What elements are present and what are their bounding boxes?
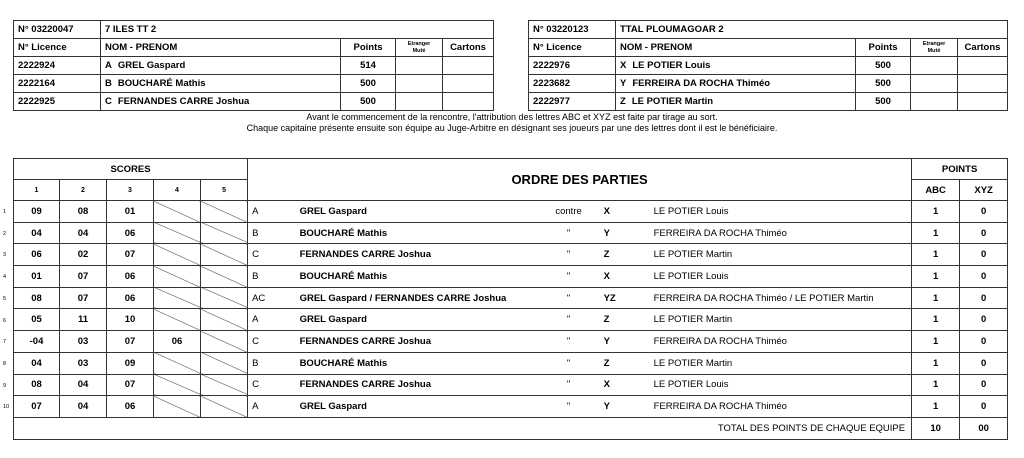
set-5-score <box>201 374 248 396</box>
team-b-etranger-header <box>911 39 958 57</box>
team-b-licence-header: N° Licence <box>529 39 616 57</box>
set-2-score: 08 <box>60 201 107 223</box>
notice-line-2: Chaque capitaine présente ensuite son équipe au Juge-Arbitre en désignant ses joueurs par une des lettres dont il est le bénéficiaire. <box>246 123 778 133</box>
player-letter: C <box>105 96 112 107</box>
set-2-score: 07 <box>60 266 107 288</box>
xyz-points: 0 <box>960 287 1008 309</box>
set-1-score: 08 <box>14 287 60 309</box>
versus-label: " <box>538 352 600 374</box>
xyz-header: XYZ <box>960 180 1008 201</box>
abc-points: 1 <box>912 201 960 223</box>
match-number: 8 <box>3 360 7 367</box>
player-licence: 2223682 <box>529 75 616 93</box>
player-points: 500 <box>856 57 911 75</box>
notice-line-1: Avant le commencement de la rencontre, l'attribution des lettres ABC et XYZ est faite par tirage au sort. <box>306 112 718 122</box>
abc-header: ABC <box>912 180 960 201</box>
team-b-player: LE POTIER Louis <box>650 374 912 396</box>
team-b-etranger-label: Etranger <box>922 40 946 47</box>
team-b-points-header: Points <box>856 39 911 57</box>
set-5-score <box>201 287 248 309</box>
team-a-licence-header: N° Licence <box>14 39 101 57</box>
versus-label: " <box>538 287 600 309</box>
versus-label: " <box>538 244 600 266</box>
player-name-cell <box>101 57 341 75</box>
player-letter: X <box>620 60 627 71</box>
xyz-points: 0 <box>960 352 1008 374</box>
xyz-points: 0 <box>960 374 1008 396</box>
team-b-name-header: NOM - PRENOM <box>616 39 856 57</box>
player-cartons <box>958 93 1008 111</box>
player-name: GREL Gaspard <box>117 60 186 71</box>
player-name: LE POTIER Martin <box>631 96 714 107</box>
team-b-player: FERREIRA DA ROCHA Thiméo / LE POTIER Martin <box>650 287 912 309</box>
xyz-points: 0 <box>960 266 1008 288</box>
set-3-score: 06 <box>107 266 154 288</box>
versus-label: " <box>538 331 600 353</box>
abc-points: 1 <box>912 287 960 309</box>
set-4-score <box>154 201 201 223</box>
team-b-letter: X <box>600 266 650 288</box>
team-a-letter: AC <box>248 287 296 309</box>
player-etranger-mute <box>911 93 958 111</box>
set-2-score: 03 <box>60 352 107 374</box>
team-b-number: N° 03220123 <box>529 21 616 39</box>
match-number: 5 <box>3 295 7 302</box>
player-row <box>14 93 494 111</box>
total-abc: 10 <box>912 417 960 439</box>
set-1-score: 05 <box>14 309 60 331</box>
team-a-table <box>13 20 494 111</box>
team-a-player: BOUCHARÉ Mathis <box>296 266 538 288</box>
player-points: 500 <box>341 75 396 93</box>
match-row <box>14 244 1008 266</box>
set-1-score: 04 <box>14 222 60 244</box>
player-etranger-mute <box>396 75 443 93</box>
team-b-letter: Z <box>600 244 650 266</box>
team-a-letter: A <box>248 201 296 223</box>
xyz-points: 0 <box>960 244 1008 266</box>
set-5-score <box>201 309 248 331</box>
set-1-header: 1 <box>14 180 60 201</box>
set-4-header: 4 <box>154 180 201 201</box>
team-b-letter: Y <box>600 396 650 418</box>
xyz-points: 0 <box>960 396 1008 418</box>
team-a-points-header: Points <box>341 39 396 57</box>
player-cartons <box>443 75 494 93</box>
team-b-player: LE POTIER Louis <box>650 266 912 288</box>
versus-label: " <box>538 222 600 244</box>
versus-label: " <box>538 396 600 418</box>
versus-label: " <box>538 309 600 331</box>
set-5-score <box>201 331 248 353</box>
team-a-etranger-label: Etranger <box>407 40 431 47</box>
team-a-letter: A <box>248 309 296 331</box>
player-points: 500 <box>856 75 911 93</box>
set-3-score: 01 <box>107 201 154 223</box>
team-b-mute-label: Muté <box>927 47 941 54</box>
player-etranger-mute <box>396 57 443 75</box>
player-letter: Y <box>620 78 627 89</box>
set-4-score <box>154 287 201 309</box>
set-5-score <box>201 396 248 418</box>
team-a-letter: B <box>248 352 296 374</box>
player-etranger-mute <box>911 57 958 75</box>
player-etranger-mute <box>911 75 958 93</box>
team-a-player: FERNANDES CARRE Joshua <box>296 331 538 353</box>
team-a-player: BOUCHARÉ Mathis <box>296 352 538 374</box>
team-b-letter: X <box>600 374 650 396</box>
set-2-score: 11 <box>60 309 107 331</box>
match-number: 1 <box>3 209 7 215</box>
team-b-letter: Z <box>600 309 650 331</box>
team-a-player: GREL Gaspard <box>296 309 538 331</box>
player-licence: 2222977 <box>529 93 616 111</box>
versus-label: " <box>538 374 600 396</box>
abc-points: 1 <box>912 352 960 374</box>
team-a-player: BOUCHARÉ Mathis <box>296 222 538 244</box>
player-name-cell <box>101 93 341 111</box>
player-name-cell <box>101 75 341 93</box>
total-label: TOTAL DES POINTS DE CHAQUE EQUIPE <box>14 417 912 439</box>
set-3-score: 06 <box>107 396 154 418</box>
match-number: 10 <box>3 404 10 411</box>
set-2-header: 2 <box>60 180 107 201</box>
set-3-score: 06 <box>107 222 154 244</box>
xyz-points: 0 <box>960 309 1008 331</box>
set-5-score <box>201 266 248 288</box>
match-number: 2 <box>3 230 7 237</box>
match-row <box>14 222 1008 244</box>
set-4-score <box>154 266 201 288</box>
player-cartons <box>958 75 1008 93</box>
abc-points: 1 <box>912 396 960 418</box>
set-3-score: 07 <box>107 331 154 353</box>
team-a-letter: C <box>248 374 296 396</box>
match-row <box>14 396 1008 418</box>
abc-points: 1 <box>912 244 960 266</box>
set-3-score: 09 <box>107 352 154 374</box>
team-b-player: LE POTIER Martin <box>650 352 912 374</box>
set-3-score: 10 <box>107 309 154 331</box>
set-1-score: 06 <box>14 244 60 266</box>
set-5-score <box>201 244 248 266</box>
player-points: 500 <box>341 93 396 111</box>
team-a-player: FERNANDES CARRE Joshua <box>296 244 538 266</box>
team-a-number: N° 03220047 <box>14 21 101 39</box>
draw-notice <box>0 112 1024 134</box>
set-3-header: 3 <box>107 180 154 201</box>
team-a-letter: C <box>248 244 296 266</box>
xyz-points: 0 <box>960 222 1008 244</box>
player-points: 500 <box>856 93 911 111</box>
team-b-letter: Z <box>600 352 650 374</box>
player-name: LE POTIER Louis <box>632 60 711 71</box>
team-b-cartons-header: Cartons <box>958 39 1008 57</box>
set-5-score <box>201 352 248 374</box>
set-1-score: 09 <box>14 201 60 223</box>
set-3-score: 07 <box>107 374 154 396</box>
set-4-score <box>154 396 201 418</box>
player-row <box>14 57 494 75</box>
abc-points: 1 <box>912 266 960 288</box>
player-letter: A <box>105 60 112 71</box>
match-number: 6 <box>3 317 7 324</box>
player-licence: 2222924 <box>14 57 101 75</box>
xyz-points: 0 <box>960 331 1008 353</box>
match-order-title: ORDRE DES PARTIES <box>248 159 912 201</box>
team-b-table <box>528 20 1008 111</box>
versus-label: contre <box>538 201 600 223</box>
player-name: FERNANDES CARRE Joshua <box>117 96 250 107</box>
team-b-player: FERREIRA DA ROCHA Thiméo <box>650 331 912 353</box>
player-letter: B <box>105 78 112 89</box>
team-a-letter: A <box>248 396 296 418</box>
team-a-letter: B <box>248 222 296 244</box>
player-cartons <box>443 93 494 111</box>
player-cartons <box>443 57 494 75</box>
set-1-score: 01 <box>14 266 60 288</box>
team-b-name: TTAL PLOUMAGOAR 2 <box>616 21 1008 39</box>
set-1-score: 07 <box>14 396 60 418</box>
set-2-score: 04 <box>60 374 107 396</box>
xyz-points: 0 <box>960 201 1008 223</box>
match-number: 4 <box>3 274 7 281</box>
match-row <box>14 374 1008 396</box>
player-row <box>529 75 1008 93</box>
set-5-header: 5 <box>201 180 248 201</box>
player-points: 514 <box>341 57 396 75</box>
player-name: FERREIRA DA ROCHA Thiméo <box>632 78 771 89</box>
team-b-player: LE POTIER Louis <box>650 201 912 223</box>
player-etranger-mute <box>396 93 443 111</box>
set-4-score <box>154 244 201 266</box>
match-order-table <box>13 158 1008 440</box>
team-a-player: FERNANDES CARRE Joshua <box>296 374 538 396</box>
set-5-score <box>201 222 248 244</box>
team-b-letter: Y <box>600 222 650 244</box>
set-2-score: 03 <box>60 331 107 353</box>
player-name-cell <box>616 57 856 75</box>
set-2-score: 04 <box>60 396 107 418</box>
team-b-player: LE POTIER Martin <box>650 309 912 331</box>
team-a-player: GREL Gaspard / FERNANDES CARRE Joshua <box>296 287 538 309</box>
team-b-letter: YZ <box>600 287 650 309</box>
set-5-score <box>201 201 248 223</box>
player-cartons <box>958 57 1008 75</box>
team-a-letter: C <box>248 331 296 353</box>
set-3-score: 07 <box>107 244 154 266</box>
match-row <box>14 201 1008 223</box>
team-a-player: GREL Gaspard <box>296 396 538 418</box>
match-number: 3 <box>3 252 7 259</box>
player-name: BOUCHARÉ Mathis <box>117 78 206 89</box>
player-licence: 2222925 <box>14 93 101 111</box>
match-row <box>14 287 1008 309</box>
total-xyz: 00 <box>960 417 1008 439</box>
team-a-etranger-header <box>396 39 443 57</box>
team-a-player: GREL Gaspard <box>296 201 538 223</box>
player-licence: 2222976 <box>529 57 616 75</box>
set-1-score: -04 <box>14 331 60 353</box>
versus-label: " <box>538 266 600 288</box>
set-4-score <box>154 222 201 244</box>
set-2-score: 07 <box>60 287 107 309</box>
abc-points: 1 <box>912 374 960 396</box>
points-header: POINTS <box>912 159 1008 180</box>
team-b-player: LE POTIER Martin <box>650 244 912 266</box>
team-b-player: FERREIRA DA ROCHA Thiméo <box>650 396 912 418</box>
match-row <box>14 266 1008 288</box>
match-number: 9 <box>3 382 7 389</box>
team-a-name-header: NOM - PRENOM <box>101 39 341 57</box>
set-4-score: 06 <box>154 331 201 353</box>
team-b-letter: Y <box>600 331 650 353</box>
set-2-score: 02 <box>60 244 107 266</box>
set-1-score: 08 <box>14 374 60 396</box>
team-a-mute-label: Muté <box>412 47 426 54</box>
set-1-score: 04 <box>14 352 60 374</box>
team-b-player: FERREIRA DA ROCHA Thiméo <box>650 222 912 244</box>
set-2-score: 04 <box>60 222 107 244</box>
set-4-score <box>154 374 201 396</box>
set-3-score: 06 <box>107 287 154 309</box>
player-row <box>529 93 1008 111</box>
player-row <box>14 75 494 93</box>
set-4-score <box>154 309 201 331</box>
team-a-letter: B <box>248 266 296 288</box>
scores-header: SCORES <box>14 159 248 180</box>
abc-points: 1 <box>912 222 960 244</box>
match-row <box>14 352 1008 374</box>
match-number: 7 <box>3 339 7 346</box>
match-row <box>14 309 1008 331</box>
abc-points: 1 <box>912 309 960 331</box>
set-4-score <box>154 352 201 374</box>
player-name-cell <box>616 93 856 111</box>
match-row <box>14 331 1008 353</box>
team-a-cartons-header: Cartons <box>443 39 494 57</box>
abc-points: 1 <box>912 331 960 353</box>
player-row <box>529 57 1008 75</box>
team-b-letter: X <box>600 201 650 223</box>
player-name-cell <box>616 75 856 93</box>
team-a-name: 7 ILES TT 2 <box>101 21 494 39</box>
player-licence: 2222164 <box>14 75 101 93</box>
player-letter: Z <box>620 96 626 107</box>
